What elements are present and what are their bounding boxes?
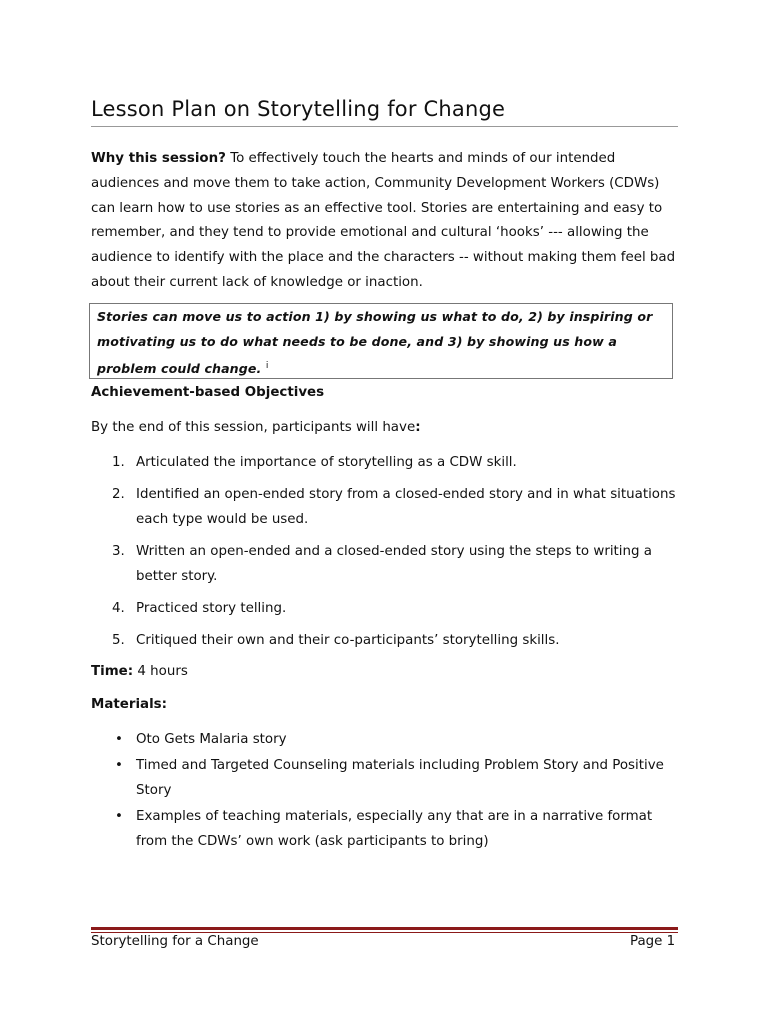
why-text: To effectively touch the hearts and minds of our intended audiences and move them to take action, Community Development Workers (CDWs) can learn how to use stories as an effective tool. Stories are entertaining and easy to remember, and they tend to provide emotional and cultural ‘hooks’ --- allowing the audience to identify with the place and the characters -- without making them feel bad about their current lack of knowledge or inaction. [91,151,676,290]
bullet-icon: • [115,758,123,773]
objective-text: Practiced story telling. [136,601,287,616]
materials-heading: Materials: [91,697,167,712]
quote-end: . [256,361,262,377]
objectives-heading: Achievement-based Objectives [91,385,325,400]
quote-box [89,303,673,379]
endnote-marker[interactable]: i [265,361,269,371]
title-divider [91,126,678,127]
material-text: Oto Gets Malaria story [136,732,287,747]
objective-text: Written an open-ended and a closed-ended story using the steps to writing a better story. [136,544,652,584]
footer-rule-thin [91,932,678,933]
quote-body: Stories can move us to action 1) by showing us what to do, 2) by inspiring or motivating us to do what needs to be done, and 3) by showing us how a problem could change [97,309,653,377]
page-number: Page 1 [630,934,676,949]
quote-text [97,304,668,381]
material-item [91,753,681,803]
objective-text: Identified an open-ended story from a closed-ended story and in what situations each type would be used. [136,487,676,527]
material-text: Examples of teaching materials, especially any that are in a narrative format from the CDWs’ own work (ask participants to bring) [136,809,653,849]
materials-list [91,727,681,855]
why-label: Why this session? [91,151,226,166]
why-paragraph [91,147,681,296]
objective-number: 4. [112,601,125,616]
page-title: Lesson Plan on Storytelling for Change [91,97,506,121]
objective-number: 2. [112,487,125,502]
material-text: Timed and Targeted Counseling materials including Problem Story and Positive Story [136,758,664,798]
footer-title: Storytelling for a Change [91,934,259,949]
time-value: 4 hours [133,664,188,679]
footer-rule-thick [91,927,678,930]
material-item [91,727,681,752]
objective-number: 1. [112,455,125,470]
objective-item [91,450,681,475]
objective-item [91,482,681,532]
bullet-icon: • [115,732,123,747]
objective-number: 3. [112,544,125,559]
objective-text: Articulated the importance of storytelling as a CDW skill. [136,455,517,470]
time-line [91,664,188,679]
objective-item [91,539,681,589]
material-item [91,804,681,854]
objective-item [91,596,681,621]
bullet-icon: • [115,809,123,824]
objectives-intro: By the end of this session, participants will have: [91,420,421,435]
objective-number: 5. [112,633,125,648]
objective-text: Critiqued their own and their co-participants’ storytelling skills. [136,633,560,648]
objective-item [91,628,681,653]
objectives-list [91,450,681,660]
time-label: Time: [91,664,134,679]
